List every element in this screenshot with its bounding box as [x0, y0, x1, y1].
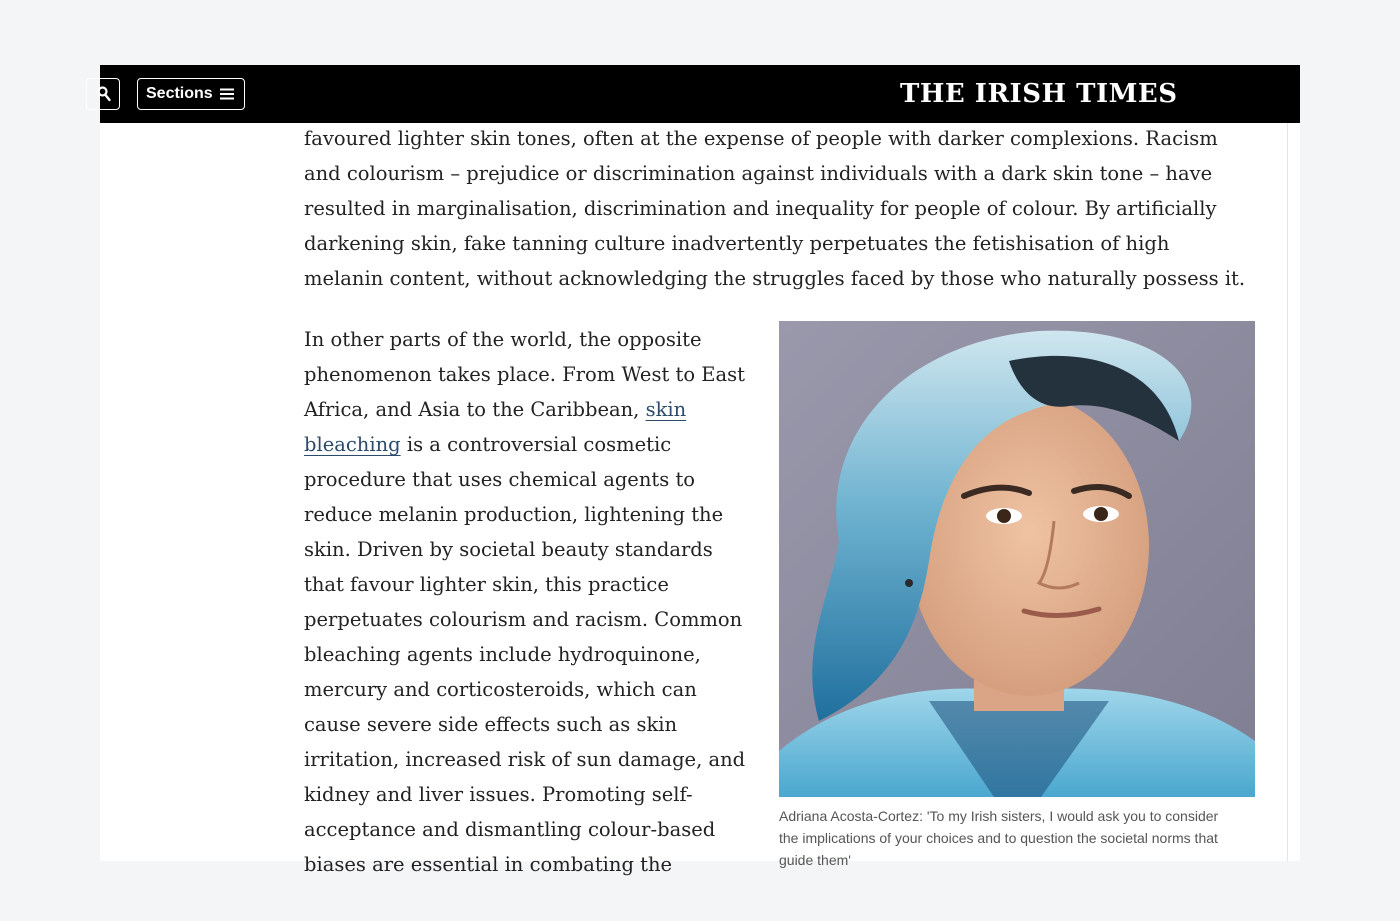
paragraph-line: melanin content, without acknowledging the struggles faced by those who naturally possess it. — [304, 267, 1246, 290]
article-paragraph-1 — [304, 121, 1264, 296]
paragraph-line: In other parts of the world, the opposite — [304, 328, 702, 351]
content-divider — [1287, 123, 1288, 861]
paragraph-line: favoured lighter skin tones, often at the expense of people with darker complexions. Racism — [304, 127, 1218, 150]
sections-menu-button[interactable] — [137, 78, 245, 110]
caption-line: guide them' — [779, 852, 851, 868]
paragraph-line: kidney and liver issues. Promoting self- — [304, 783, 693, 806]
paragraph-line: perpetuates colourism and racism. Common — [304, 608, 743, 631]
paragraph-line: and colourism – prejudice or discrimination against individuals with a dark skin tone – have — [304, 162, 1213, 185]
site-logo[interactable]: THE IRISH TIMES — [900, 79, 1178, 109]
paragraph-line: bleaching agents include hydroquinone, — [304, 643, 701, 666]
paragraph-line: phenomenon takes place. From West to East — [304, 363, 745, 386]
paragraph-line: cause severe side effects such as skin — [304, 713, 678, 736]
browser-viewport — [100, 65, 1300, 876]
paragraph-line — [304, 427, 764, 462]
paragraph-line: acceptance and dismantling colour-based — [304, 818, 716, 841]
search-icon — [97, 86, 111, 102]
caption-line: the implications of your choices and to question the societal norms that — [779, 830, 1218, 846]
paragraph-line: resulted in marginalisation, discrimination and inequality for people of colour. By artificially — [304, 197, 1217, 220]
article-photo[interactable] — [779, 321, 1255, 797]
paragraph-line: irritation, increased risk of sun damage, and — [304, 748, 746, 771]
paragraph-line: reduce melanin production, lightening the — [304, 503, 724, 526]
top-navigation-bar — [100, 65, 1300, 123]
skin-bleaching-link-continued[interactable]: bleaching — [304, 433, 401, 456]
caption-line: Adriana Acosta-Cortez: 'To my Irish sisters, I would ask you to consider — [779, 808, 1219, 824]
paragraph-line: mercury and corticosteroids, which can — [304, 678, 697, 701]
menu-icon — [220, 88, 234, 100]
paragraph-text: is a controversial cosmetic — [400, 433, 672, 456]
photo-caption — [779, 805, 1259, 871]
paragraph-line — [304, 392, 764, 427]
article-paragraph-2 — [304, 322, 764, 882]
paragraph-line: skin. Driven by societal beauty standards — [304, 538, 713, 561]
paragraph-line: biases are essential in combating the — [304, 853, 673, 876]
paragraph-line: darkening skin, fake tanning culture inadvertently perpetuates the fetishisation of high — [304, 232, 1170, 255]
paragraph-line: that favour lighter skin, this practice — [304, 573, 669, 596]
search-button[interactable] — [86, 78, 120, 110]
paragraph-line: procedure that uses chemical agents to — [304, 468, 696, 491]
skin-bleaching-link[interactable]: skin — [645, 398, 687, 421]
sections-label: Sections — [146, 85, 213, 102]
paragraph-text: Africa, and Asia to the Caribbean, — [304, 398, 646, 421]
portrait-image — [779, 321, 1255, 797]
